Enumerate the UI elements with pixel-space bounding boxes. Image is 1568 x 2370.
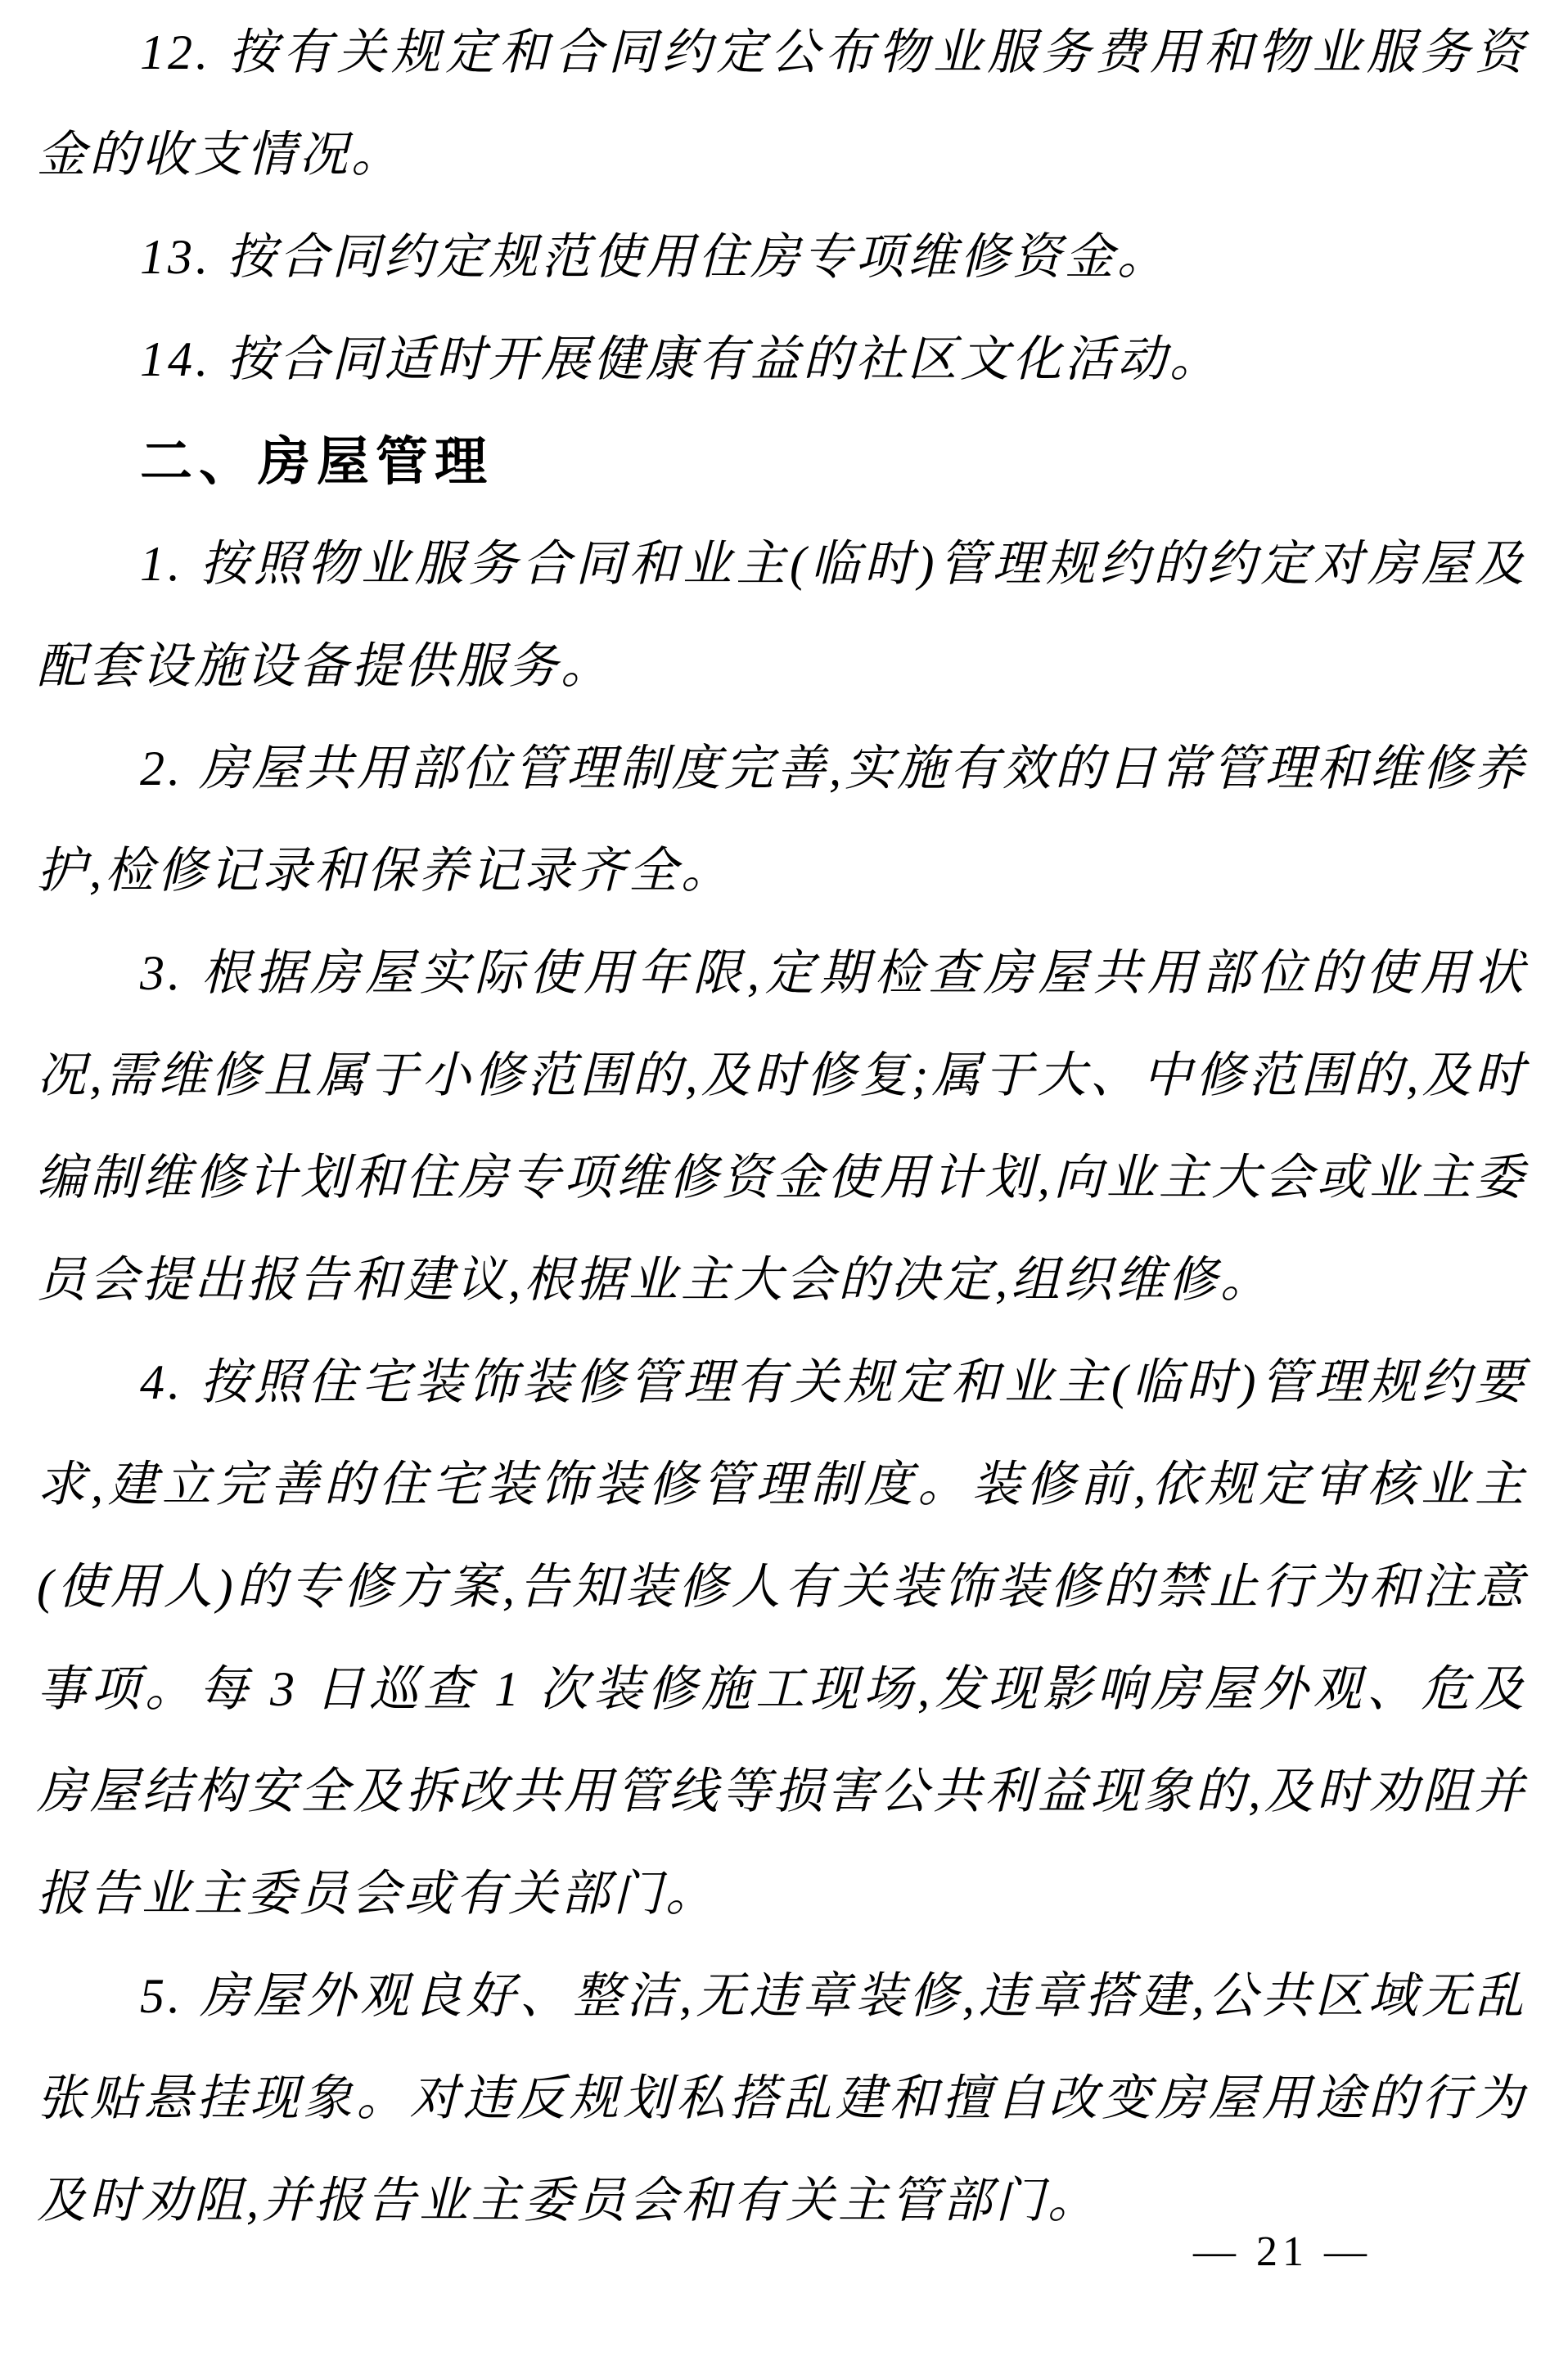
list-item-13: 13. 按合同约定规范使用住房专项维修资金。 bbox=[140, 230, 1169, 284]
list-item-4: 4. 按照住宅装饰装修管理有关规定和业主(临时)管理规约要求,建立完善的住宅装饰装修管理制度。装修前,依规定审核业主(使用人)的专修方案,告知装修人有关装饰装修的禁止行为和注意事项。每 3 日巡查 1 次装修施工现场,发现影响房屋外观、危及房屋结构安全及拆改共用管线等损害公共利益现象的,及时劝阻并报告业主委员会或有关部门。 bbox=[37, 1355, 1527, 1921]
list-item-1: 1. 按照物业服务合同和业主(临时)管理规约的约定对房屋及配套设施设备提供服务。 bbox=[37, 537, 1527, 693]
list-item-12: 12. 按有关规定和合同约定公布物业服务费用和物业服务资金的收支情况。 bbox=[37, 25, 1527, 182]
list-item-5: 5. 房屋外观良好、整洁,无违章装修,违章搭建,公共区域无乱张贴悬挂现象。对违反规划私搭乱建和擅自改变房屋用途的行为及时劝阻,并报告业主委员会和有关主管部门。 bbox=[37, 1969, 1527, 2228]
page-number: — 21 — bbox=[1193, 2228, 1372, 2275]
section-heading-housing-management: 二、房屋管理 bbox=[140, 432, 493, 491]
list-item-3: 3. 根据房屋实际使用年限,定期检查房屋共用部位的使用状况,需维修且属于小修范围的,及时修复;属于大、中修范围的,及时编制维修计划和住房专项维修资金使用计划,向业主大会或业主委员会提出报告和建议,根据业主大会的决定,组织维修。 bbox=[37, 946, 1527, 1307]
document-body bbox=[37, 2, 1527, 2252]
list-item-2: 2. 房屋共用部位管理制度完善,实施有效的日常管理和维修养护,检修记录和保养记录齐全。 bbox=[37, 741, 1527, 898]
list-item-14: 14. 按合同适时开展健康有益的社区文化活动。 bbox=[140, 332, 1222, 386]
